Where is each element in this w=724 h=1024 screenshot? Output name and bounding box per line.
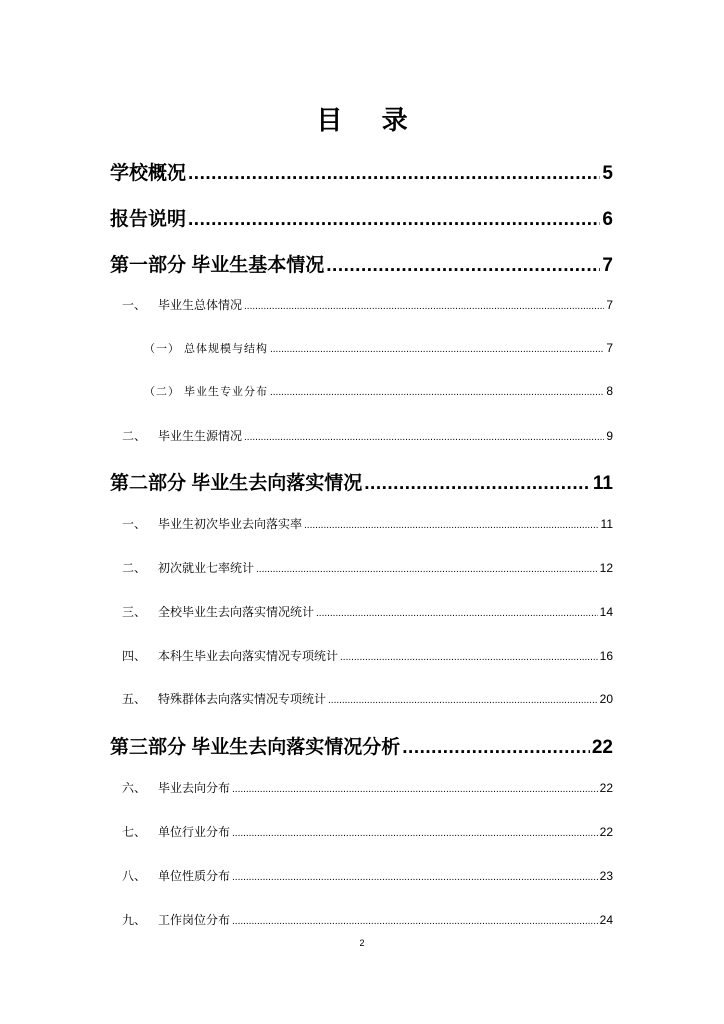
toc-entry-text: 第二部分 毕业生去向落实情况 [110,473,363,494]
toc-entry-page: 22 [599,825,613,839]
toc-entry-page: 7 [606,298,613,312]
toc-entry-page: 7 [602,255,613,276]
dot-leader [340,652,598,663]
toc-entry-page: 14 [599,605,613,619]
toc-entry-page: 12 [599,561,613,575]
toc-entry[interactable] [110,559,613,576]
toc-entry-text: 特殊群体去向落实情况专项统计 [158,692,327,706]
toc-entry[interactable] [110,340,613,356]
dot-leader [304,520,599,531]
dot-leader [232,828,598,839]
dot-leader [326,255,600,277]
toc-entry[interactable] [110,732,613,759]
toc-entry-text: 报告说明 [110,209,187,230]
toc-entry[interactable] [110,468,613,495]
dot-leader [270,344,604,355]
toc-entry-text: 本科生毕业去向落实情况专项统计 [158,649,339,663]
toc-entry-number: 三、 [122,605,147,619]
toc-entry-page: 23 [599,869,613,883]
toc-entry-number: 二、 [122,561,147,575]
toc-entry-page: 11 [600,517,613,531]
toc-entry[interactable] [110,383,613,399]
toc-entry-text: 毕业生生源情况 [158,429,243,443]
dot-leader [232,784,598,795]
toc-entry-number: 六、 [122,781,147,795]
toc-entry[interactable] [110,911,613,928]
toc-entry[interactable] [110,779,613,796]
toc-entry-page: 22 [599,781,613,795]
toc-entry[interactable] [110,603,613,620]
dot-leader [270,387,604,398]
footer-page-number: 2 [359,938,365,948]
toc-entry-text: 工作岗位分布 [158,913,231,927]
dot-leader [232,872,598,883]
toc-entry-number: 八、 [122,869,147,883]
toc-entry-number: （二） [144,386,180,398]
toc-entry-number: 五、 [122,692,147,706]
toc-entry[interactable] [110,867,613,884]
dot-leader [244,301,604,312]
toc-entry-text: 单位性质分布 [158,869,231,883]
dot-leader [188,163,600,185]
toc-entry-number: 一、 [122,298,147,312]
toc-entry-number: 一、 [122,517,147,531]
toc-entry-text: 初次就业七率统计 [158,561,255,575]
toc-entry[interactable] [110,296,613,313]
toc-entry-text: 第一部分 毕业生基本情况 [110,255,325,276]
dot-leader [316,608,598,619]
toc-entry-page: 8 [606,384,613,398]
toc-entry-number: 九、 [122,913,147,927]
toc-entry-number: 四、 [122,649,147,663]
toc-entry[interactable] [110,647,613,664]
dot-leader [328,695,598,706]
toc-entry-number: 七、 [122,825,147,839]
toc-entry[interactable] [110,158,613,185]
page-title: 目 录 [316,105,424,135]
toc-entry-text: 毕业生专业分布 [184,386,268,398]
dot-leader [364,473,591,495]
toc-entry-text: 毕业生初次毕业去向落实率 [158,517,303,531]
toc-entry[interactable] [110,204,613,231]
dot-leader [244,432,604,443]
toc-entry-page: 11 [592,473,613,494]
toc-entry[interactable] [110,427,613,444]
toc-entry-page: 24 [599,913,613,927]
toc-entry-page: 22 [591,737,613,758]
toc-entry-page: 5 [602,163,613,184]
toc-entry-page: 16 [599,649,613,663]
toc-entry-number: 二、 [122,429,147,443]
toc-entry[interactable] [110,823,613,840]
toc-entry[interactable] [110,250,613,277]
toc-entry-page: 7 [606,341,613,355]
toc-entry-text: 毕业生总体情况 [158,298,243,312]
toc-entry-text: 第三部分 毕业生去向落实情况分析 [110,737,401,758]
toc-entry[interactable] [110,515,613,532]
toc-entry-text: 学校概况 [110,163,187,184]
toc-entry-page: 9 [606,429,613,443]
toc-entry-text: 总体规模与结构 [184,343,268,355]
toc-entry-text: 单位行业分布 [158,825,231,839]
dot-leader [256,564,598,575]
toc-entry-text: 毕业去向分布 [158,781,231,795]
toc-entry-number: （一） [144,343,180,355]
toc-entry-text: 全校毕业生去向落实情况统计 [158,605,315,619]
toc-entry-page: 6 [602,209,613,230]
toc-entry[interactable] [110,690,613,707]
toc-entry-page: 20 [599,692,613,706]
dot-leader [232,916,598,927]
dot-leader [188,209,600,231]
dot-leader [402,737,590,759]
